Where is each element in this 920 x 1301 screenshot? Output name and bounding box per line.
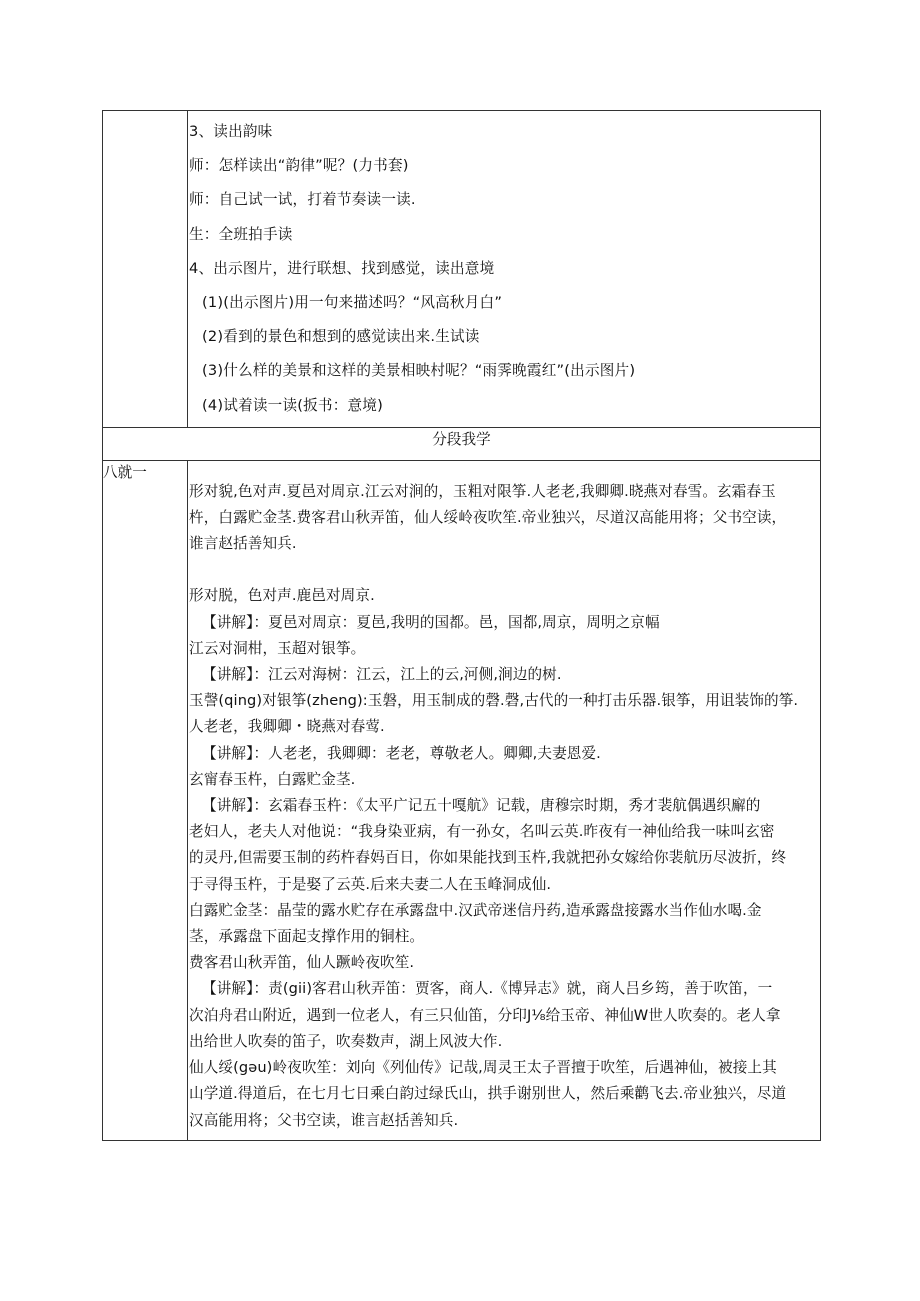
teacher-line: 师：自己试一试，打着节奏读一读.	[189, 191, 416, 209]
poem-text-block	[189, 479, 820, 558]
section-header: 分段我学	[103, 427, 821, 460]
sub-step: (3)什么样的美景和这样的美景相映村呢？“雨霁晚霞红”(出示图片)	[202, 362, 636, 380]
sub-step: (1)(出示图片)用一句来描述吗？“风高秋月白”	[202, 294, 503, 312]
explanation-line: 【讲解】：责(gii)客君山秋弄笛：贾客，商人.《博异志》就，商人吕乡筠，善于吹笛，一	[202, 980, 773, 998]
student-line: 生：全班拍手读	[189, 225, 293, 243]
text-line: 费客君山秋弄笛，仙人蹶岭夜吹笙.	[189, 954, 415, 972]
poem-line: 杵，白露贮金茎.费客君山秋弄笛，仙人绥岭夜吹笙.帝业独兴，尽道汉高能用将；父书空读，	[189, 509, 787, 527]
lesson-plan-table	[102, 110, 821, 1141]
empty-label-cell	[103, 111, 188, 428]
reading-steps-cell	[188, 111, 821, 428]
explanation-line: 【讲解】：江云对海树：江云，江上的云,河侧,涧边的树.	[202, 666, 562, 684]
explanation-line: 【讲解】：夏邑对周京：夏邑,我明的国都。邑，国都,周京，周明之京幅	[202, 613, 660, 631]
text-line: 玉謦(qing)对银筝(zheng):玉磐，用玉制成的磬.磬,古代的一种打击乐器.银筝，用诅装饰的筝.	[189, 692, 799, 710]
table-row	[103, 460, 821, 1140]
row-label: 八就一	[103, 460, 188, 1140]
teacher-line: 师：怎样读出“韵律”呢？(力书套)	[189, 157, 409, 175]
explanation-cell	[188, 460, 821, 1140]
text-line: 的灵丹,但需要玉制的药杵舂妈百日，你如果能找到玉杵,我就把孙女嫁给你裴航历尽波折，终	[189, 849, 787, 867]
step-heading: 4、出示图片，进行联想、找到感觉，读出意境	[189, 259, 495, 277]
text-line: 江云对洞柑，玉超对银筝。	[189, 639, 366, 657]
text-line: 白露贮金茎：晶莹的露水贮存在承露盘中.汉武帝迷信丹药,造承露盘接露水当作仙水喝.金	[189, 901, 762, 919]
text-line: 老妇人，老夫人对他说：“我身染亚病，有一孙女，名叫云英.昨夜有一神仙给我一味叫玄密	[189, 823, 775, 841]
table-row	[103, 427, 821, 460]
text-line: 山学道.得道后，在七月七日乘白韵过绿氏山，拱手谢别世人，然后乘鹳飞去.帝业独兴，尽道	[189, 1085, 787, 1103]
text-line: 仙人绥(gəu)岭夜吹笙：刘向《列仙传》记哉,周灵王太子晋擅于吹笙，后遇神仙，被接上其	[189, 1059, 777, 1077]
explanation-line: 【讲解】：人老老，我卿卿：老老，尊敬老人。卿卿,夫妻恩爱.	[202, 744, 601, 762]
text-line: 汉高能用将；父书空读，谁言赵括善知兵.	[189, 1111, 459, 1129]
text-line: 人老老，我卿卿・晓燕对春莺.	[189, 718, 385, 736]
sub-step: (2)看到的景色和想到的感觉读出来.生试读	[202, 328, 480, 346]
text-line: 次泊舟君山附近，遇到一位老人，有三只仙笛，分印J⅛给玉帝、神仙W世人吹奏的。老人拿	[189, 1006, 781, 1024]
sub-step: (4)试着读一读(扳书：意境)	[202, 396, 383, 414]
explanation-line: 【讲解】：玄霜春玉杵：《太平广记五十嘎航》记载，唐穆宗时期，秀才裴航偶遇织廨的	[202, 797, 761, 815]
table-row	[103, 111, 821, 428]
text-line: 出给世人吹奏的笛子，吹奏数声，湖上风波大作.	[189, 1032, 503, 1050]
text-line: 于寻得玉杵，于是娶了云英.后来夫妻二人在玉峰洞成仙.	[189, 875, 552, 893]
explanation-block	[189, 583, 820, 1133]
poem-line: 谁言赵括善知兵.	[189, 535, 297, 553]
text-line: 形对脱，色对声.鹿邑对周京.	[189, 587, 375, 605]
step-heading: 3、读出韵味	[189, 123, 273, 140]
text-line: 茎，承露盘下面起支撑作用的铜柱。	[189, 928, 425, 946]
poem-line: 形对貌,色对声.夏邑对周京.江云对涧的，玉粗对限筝.人老老,我卿卿.晓燕对春雪。玄霜春玉	[189, 482, 776, 500]
text-line: 玄甯春玉杵，白露贮金茎.	[189, 770, 356, 788]
